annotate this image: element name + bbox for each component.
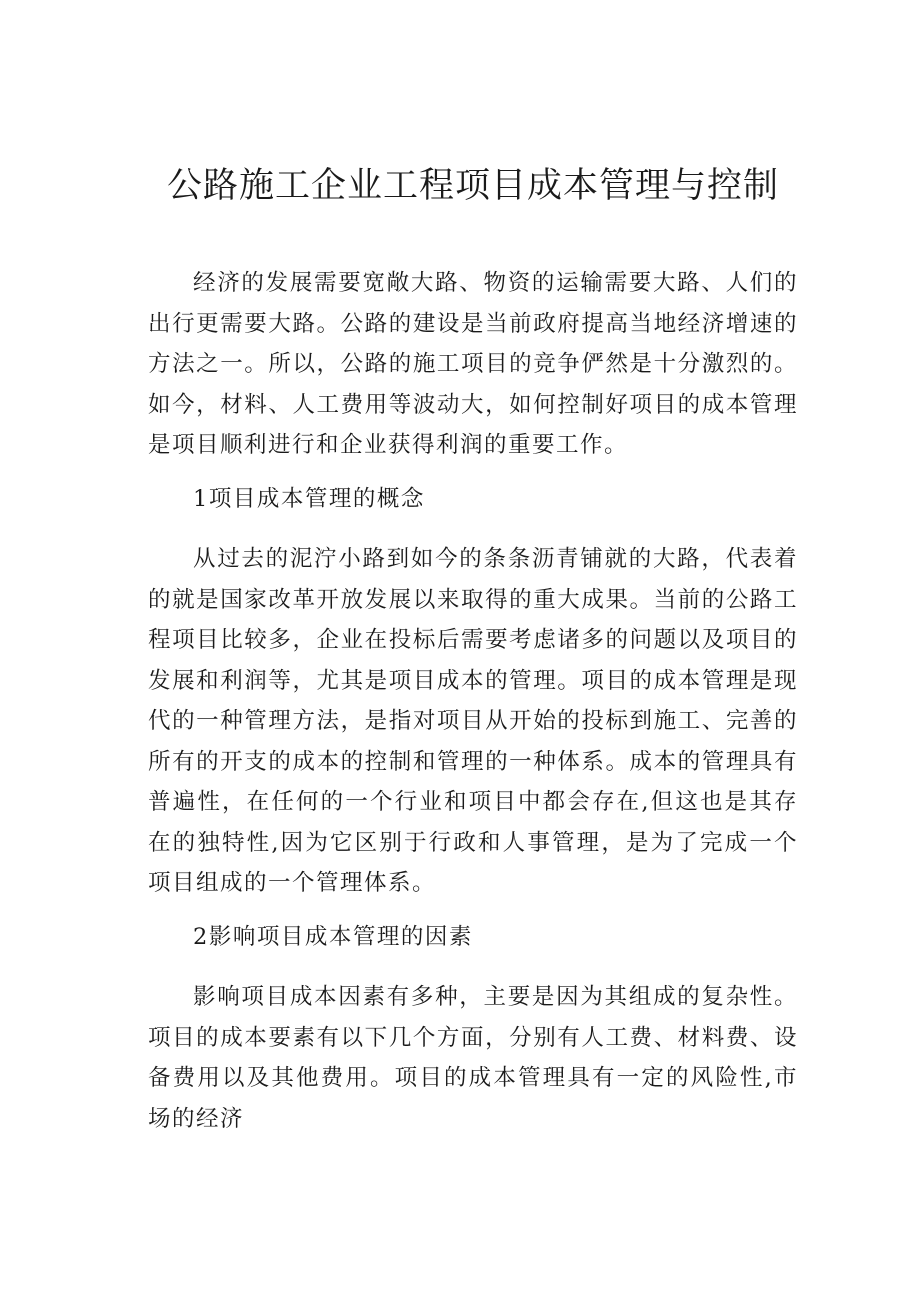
section-2-paragraph: 影响项目成本因素有多种，主要是因为其组成的复杂性。项目的成本要素有以下几个方面，分别有人工费、材料费、设备费用以及其他费用。项目的成本管理具有一定的风险性,市场的经济 <box>148 984 798 1132</box>
document-content <box>148 162 798 1152</box>
section-1-heading: 1项目成本管理的概念 <box>193 485 425 512</box>
intro-paragraph: 经济的发展需要宽敞大路、物资的运输需要大路、人们的出行更需要大路。公路的建设是当前政府提高当地经济增速的方法之一。所以，公路的施工项目的竞争俨然是十分激烈的。如今，材料、人工费用等波动大，如何控制好项目的成本管理是项目顺利进行和企业获得利润的重要工作。 <box>148 270 798 458</box>
section-1-paragraph: 从过去的泥泞小路到如今的条条沥青铺就的大路，代表着的就是国家改革开放发展以来取得的重大成果。当前的公路工程项目比较多，企业在投标后需要考虑诸多的问题以及项目的发展和利润等，尤其是项目成本的管理。项目的成本管理是现代的一种管理方法，是指对项目从开始的投标到施工、完善的所有的开支的成本的控制和管理的一种体系。成本的管理具有普遍性，在任何的一个行业和项目中都会存在,但这也是其存在的独特性,因为它区别于行政和人事管理，是为了完成一个项目组成的一个管理体系。 <box>148 546 798 896</box>
document-title: 公路施工企业工程项目成本管理与控制 <box>166 166 779 206</box>
section-2-heading: 2影响项目成本管理的因素 <box>193 923 473 950</box>
